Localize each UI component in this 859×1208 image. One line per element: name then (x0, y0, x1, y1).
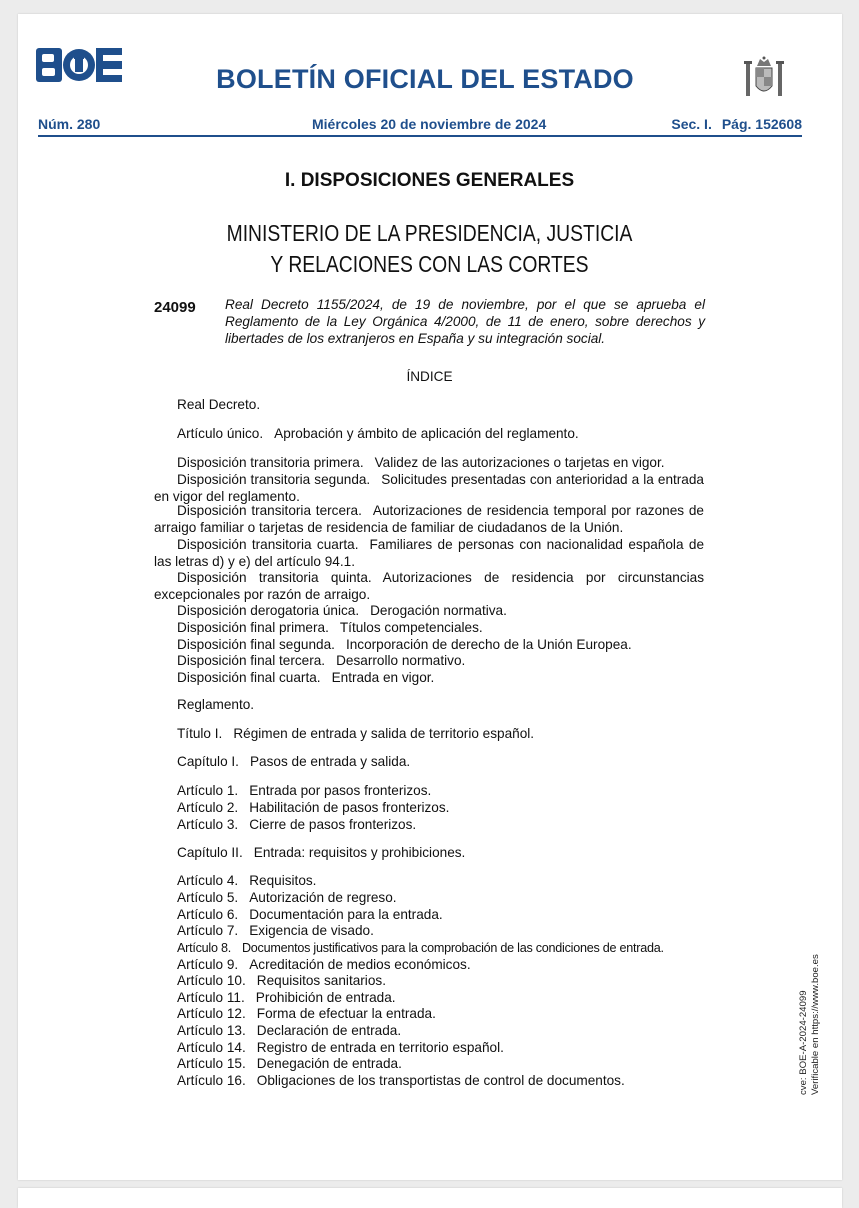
index-entry (154, 940, 704, 957)
index-entry-text: Validez de las autorizaciones o tarjetas en vigor. (374, 455, 665, 470)
index-entry (154, 845, 704, 862)
index-entry (154, 907, 704, 924)
index-entry-label: Disposición transitoria primera. (177, 455, 364, 470)
index-entry-text: Habilitación de pasos fronterizos. (249, 800, 450, 815)
index-entry-text: Registro de entrada en territorio español. (256, 1040, 504, 1055)
index-entry (154, 653, 704, 670)
index-entry-text: Cierre de pasos fronterizos. (249, 817, 417, 832)
index-entry (154, 637, 704, 654)
index-entry-text: Autorizaciones de residencia por circunstancias excepcionales por razón de arraigo. (154, 570, 704, 602)
cve-verify: Verificable en https://www.boe.es (810, 954, 821, 1095)
index-entry-text: Declaración de entrada. (256, 1023, 402, 1038)
index-entry (154, 397, 704, 414)
index-entry (154, 1006, 704, 1023)
index-entry-label: Artículo 4. (177, 873, 239, 888)
index-entry-label: Artículo 13. (177, 1023, 246, 1038)
index-entry (154, 455, 704, 472)
index-entry-text: Desarrollo normativo. (336, 653, 466, 668)
section-label: Sec. I. (671, 116, 712, 132)
page-number: Pág. 152608 (721, 116, 802, 132)
index-entry-label: Disposición final primera. (177, 620, 329, 635)
index-entry-label: Artículo 1. (177, 783, 239, 798)
index-title: ÍNDICE (406, 369, 453, 384)
cve-block (798, 954, 822, 1095)
index-entry (154, 817, 704, 834)
index-entry-text: Títulos competenciales. (339, 620, 483, 635)
index-entry (154, 873, 704, 890)
cve-code: cve: BOE-A-2024-24099 (798, 990, 809, 1095)
index-entry-text: Requisitos sanitarios. (256, 973, 386, 988)
index-entry (154, 800, 704, 817)
index-entry (154, 503, 704, 536)
index-entry-label: Disposición derogatoria única. (177, 603, 360, 618)
section-page (671, 116, 802, 132)
index-entry-text: Documentos justificativos para la comprobación de las condiciones de entrada. (241, 941, 664, 955)
index-entry-text: Entrada en vigor. (331, 670, 435, 685)
index-entry-text: Forma de efectuar la entrada. (256, 1006, 436, 1021)
index-entry-label: Título I. (177, 726, 223, 741)
index-entry-label: Disposición final tercera. (177, 653, 326, 668)
index-entry (154, 697, 704, 714)
issue-number: Núm. 280 (38, 116, 101, 132)
index-entry-label: Artículo 6. (177, 907, 239, 922)
index-entry-label: Artículo 7. (177, 923, 239, 938)
index-entry-label: Artículo 2. (177, 800, 239, 815)
index-entry (154, 890, 704, 907)
index-entry (154, 426, 704, 443)
ministry-line-1: MINISTERIO DE LA PRESIDENCIA, JUSTICIA (226, 220, 633, 246)
index-entry (154, 1056, 704, 1073)
index-entry (154, 923, 704, 940)
index-entry-label: Artículo 14. (177, 1040, 246, 1055)
index-entry-label: Capítulo I. (177, 754, 239, 769)
index-entry-text: Documentación para la entrada. (249, 907, 443, 922)
index-entry-text: Entrada: requisitos y prohibiciones. (253, 845, 466, 860)
index-entry-label: Artículo 10. (177, 973, 246, 988)
index-entry (154, 620, 704, 637)
index-entry (154, 957, 704, 974)
index-entry-label: Artículo 16. (177, 1073, 246, 1088)
index-entry-label: Artículo único. (177, 426, 264, 441)
index-entry-label: Artículo 3. (177, 817, 239, 832)
index-entry-label: Disposición transitoria quinta. (177, 570, 372, 585)
index-entry (154, 726, 704, 743)
ministry-title (69, 218, 791, 280)
index-entry-text: Entrada por pasos fronterizos. (249, 783, 432, 798)
index-entry-text: Solicitudes presentadas con anterioridad a la entrada en vigor del reglamento. (154, 472, 704, 504)
index-entry-text: Incorporación de derecho de la Unión Europea. (345, 637, 632, 652)
header-rule (38, 135, 802, 137)
index-entry-label: Artículo 15. (177, 1056, 246, 1071)
index-entry-label: Disposición transitoria segunda. (177, 472, 371, 487)
index-entry (154, 670, 704, 687)
index-entry-label: Disposición transitoria tercera. (177, 503, 362, 518)
index-entry-label: Artículo 11. (177, 990, 245, 1005)
index-entry-text: Requisitos. (249, 873, 317, 888)
index-entry (154, 1023, 704, 1040)
index-entry (154, 537, 704, 570)
index-entry-text: Exigencia de visado. (249, 923, 374, 938)
issue-date: Miércoles 20 de noviembre de 2024 (312, 116, 547, 132)
index-entry-label: Capítulo II. (177, 845, 243, 860)
index-entry (154, 1073, 704, 1090)
ministry-line-2: Y RELACIONES CON LAS CORTES (270, 251, 589, 277)
index-entry-label: Reglamento. (177, 697, 255, 712)
index-entry-text: Acreditación de medios económicos. (249, 957, 471, 972)
index-entry (154, 990, 704, 1007)
index-entry (154, 754, 704, 771)
index-entry-text: Régimen de entrada y salida de territorio español. (233, 726, 535, 741)
index-entry-label: Disposición final cuarta. (177, 670, 321, 685)
section-title: I. DISPOSICIONES GENERALES (284, 170, 575, 191)
index-entry-text: Autorización de regreso. (249, 890, 397, 905)
index-entry-text: Denegación de entrada. (256, 1056, 402, 1071)
index-entry-label: Disposición final segunda. (177, 637, 335, 652)
document-number: 24099 (154, 299, 196, 316)
index-entry (154, 783, 704, 800)
index-entry-text: Derogación normativa. (370, 603, 507, 618)
index-entry-text: Obligaciones de los transportistas de control de documentos. (256, 1073, 625, 1088)
coat-of-arms-icon (742, 56, 786, 102)
bulletin-title: BOLETÍN OFICIAL DEL ESTADO (216, 64, 634, 94)
index-entry-label: Artículo 8. (177, 941, 231, 955)
index-entry-text: Aprobación y ámbito de aplicación del reglamento. (274, 426, 579, 441)
index-entry-label: Artículo 12. (177, 1006, 246, 1021)
index-entry-text: Pasos de entrada y salida. (249, 754, 411, 769)
index-entry-label: Artículo 9. (177, 957, 239, 972)
index-entry-text: Familiares de personas con nacionalidad española de las letras d) y e) del artículo 94.1. (154, 537, 704, 569)
index-entry (154, 1040, 704, 1057)
index-entry-label: Disposición transitoria cuarta. (177, 537, 359, 552)
index-entry-text: Autorizaciones de residencia temporal por razones de arraigo familiar o tarjetas de residencia de familiar de ciudadanos de la Unión. (154, 503, 704, 535)
index-entry-label: Artículo 5. (177, 890, 239, 905)
index-entry-text: Prohibición de entrada. (255, 990, 396, 1005)
index-entry (154, 973, 704, 990)
index-entry (154, 570, 704, 603)
index-entry-label: Real Decreto. (177, 397, 261, 412)
document-title: Real Decreto 1155/2024, de 19 de noviembre, por el que se aprueba el Reglamento de la Ley Orgánica 4/2000, de 11 de enero, sobre derechos y libertades de los extranjeros en España y su integración social. (225, 297, 705, 346)
next-page-edge (18, 1188, 842, 1208)
boe-logo (36, 48, 122, 82)
index-entry (154, 603, 704, 620)
